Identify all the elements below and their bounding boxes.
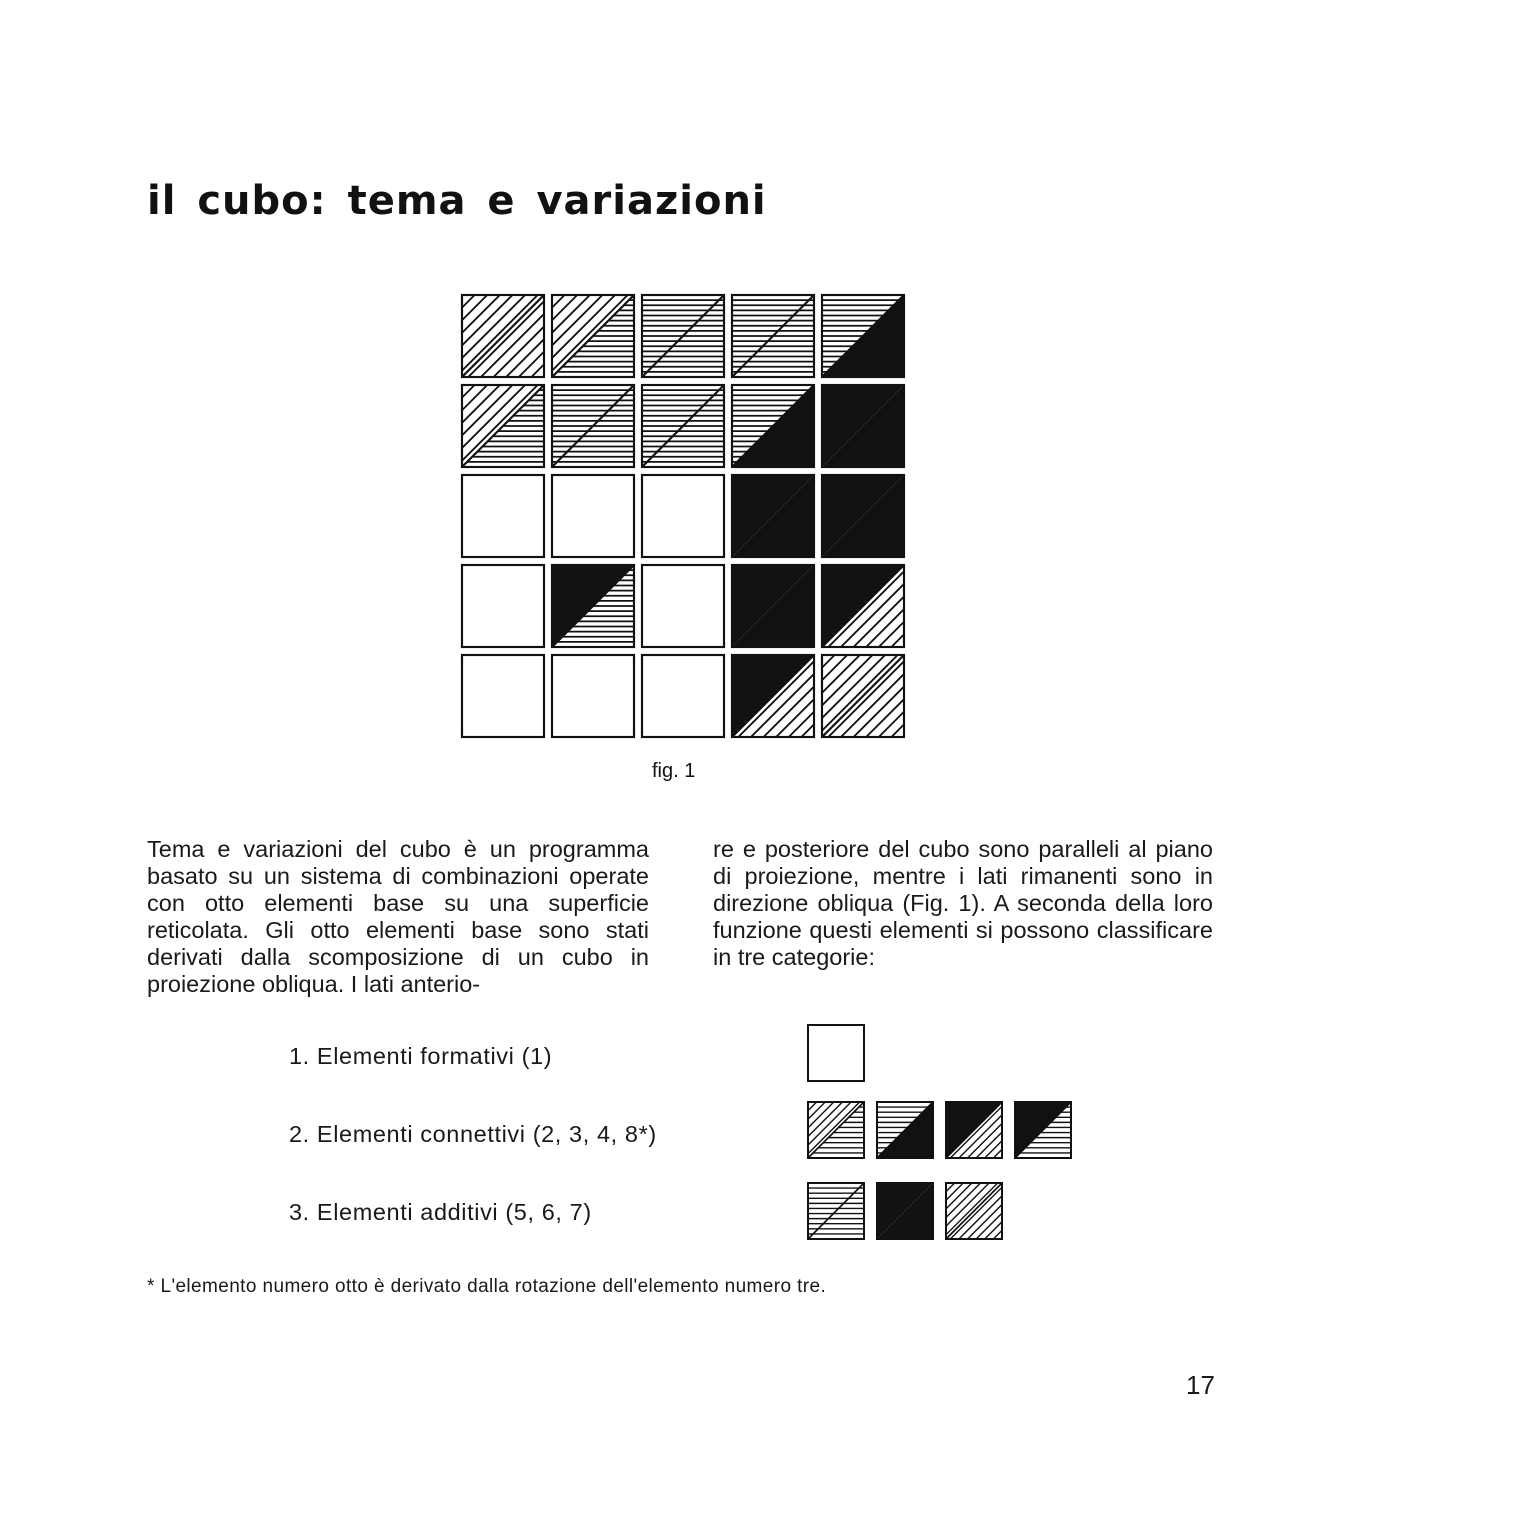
category-2-tiles — [806, 1100, 1086, 1160]
grid-tile — [462, 475, 544, 557]
grid-tile — [462, 655, 544, 737]
grid-tile — [822, 385, 904, 467]
element-tile — [877, 1183, 933, 1239]
grid-tile — [663, 655, 884, 737]
grid-tile — [642, 655, 724, 737]
element-tile — [877, 1102, 933, 1158]
grid-tile — [732, 385, 814, 467]
element-tile — [808, 1183, 864, 1239]
grid-tile — [642, 475, 724, 557]
grid-tile — [822, 295, 904, 377]
category-3-label: 3. Elementi additivi (5, 6, 7) — [289, 1199, 592, 1225]
category-1-tiles — [806, 1023, 1086, 1083]
grid-tile — [732, 475, 814, 557]
element-tile — [1015, 1102, 1071, 1158]
category-1-label: 1. Elementi formativi (1) — [289, 1043, 553, 1069]
grid-tile — [552, 385, 634, 467]
page-number: 17 — [1186, 1370, 1215, 1400]
footnote: * L'elemento numero otto è derivato dalla rotazione dell'elemento numero tre. — [147, 1276, 827, 1297]
category-2-label: 2. Elementi connettivi (2, 3, 4, 8*) — [289, 1121, 657, 1147]
grid-tile — [642, 385, 724, 467]
body-text-right-column: re e posteriore del cubo sono paralleli al piano di proiezione, mentre i lati rimanenti sono in direzione obliqua (Fig. 1). A seconda della loro funzione questi elementi si possono classificare in tre categorie: — [713, 836, 1213, 970]
figure-1-grid — [460, 293, 910, 743]
figure-caption: fig. 1 — [652, 760, 696, 782]
grid-tile — [732, 565, 814, 647]
category-3-tiles — [806, 1181, 1086, 1241]
grid-tile — [642, 295, 724, 377]
grid-tile — [462, 565, 544, 647]
grid-tile — [822, 475, 904, 557]
grid-tile — [642, 565, 724, 647]
page-title: il cubo: tema e variazioni — [147, 178, 767, 224]
grid-tile — [552, 565, 634, 647]
grid-tile — [393, 295, 614, 377]
element-tile — [808, 1025, 864, 1081]
grid-tile — [732, 295, 814, 377]
grid-tile — [552, 655, 634, 737]
body-text-left-column: Tema e variazioni del cubo è un programma basato su un sistema di combinazioni operate con otto elementi base su una superficie reticolata. Gli otto elementi base sono stati derivati dalla scomposizione di un cubo in proiezione obliqua. I lati anterio- — [147, 836, 649, 997]
grid-tile — [552, 475, 634, 557]
